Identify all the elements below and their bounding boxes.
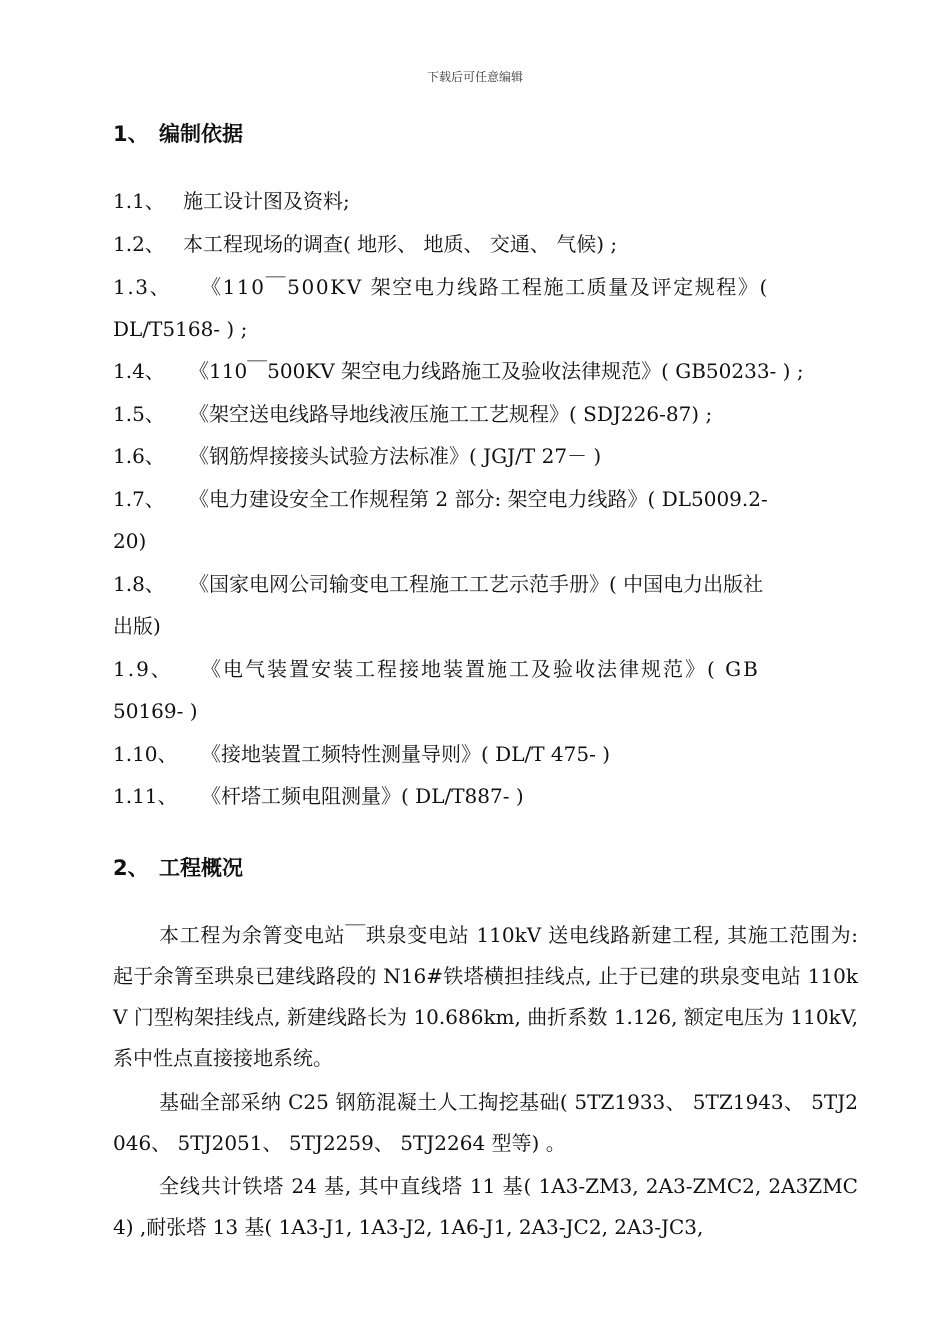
reference-item: 1.7、 《电力建设安全工作规程第 2 部分: 架空电力线路》( DL5009.2- xyxy=(113,487,768,511)
reference-item: 1.8、 《国家电网公司输变电工程施工工艺示范手册》( 中国电力出版社 xyxy=(113,572,764,596)
reference-item: 1.5、 《架空送电线路导地线液压施工工艺规程》( SDJ226-87) ; xyxy=(113,402,713,426)
section-title: 工程概况 xyxy=(159,856,243,880)
header-note: 下载后可任意编辑 xyxy=(426,70,523,84)
reference-item: 1.4、 《110￣500KV 架空电力线路施工及验收法律规范》( GB50233- ) ; xyxy=(113,359,804,383)
section-number: 1、 xyxy=(113,122,149,146)
reference-item: 1.1、 施工设计图及资料; xyxy=(113,189,350,213)
body-paragraph: 本工程为余箐变电站￣珙泉变电站 110kV 送电线路新建工程, 其施工范围为: 起于余箐至珙泉已建线路段的 N16#铁塔横担挂线点, 止于已建的珙泉变电站 110kV 门型构架挂线点, 新建线路长为 10.686km, 曲折系数 1.126, 额定电压为 110kV, 系中性点直接接地系统。 xyxy=(113,923,858,1070)
reference-item: 1.9、 《电气装置安装工程接地装置施工及验收法律规范》( GB xyxy=(113,657,760,681)
body-paragraph: 全线共计铁塔 24 基, 其中直线塔 11 基( 1A3-ZM3, 2A3-ZMC2, 2A3ZMC4) ,耐张塔 13 基( 1A3-J1, 1A3-J2, 1A6-J1, 2A3-JC2, 2A3-JC3, xyxy=(113,1174,858,1239)
reference-item-continuation: 出版) xyxy=(113,614,161,638)
reference-item-continuation: 50169- ) xyxy=(113,699,198,723)
reference-item: 1.10、 《接地装置工频特性测量导则》( DL/T 475- ) xyxy=(113,742,611,766)
section-heading-1 xyxy=(113,118,243,148)
body-paragraph: 基础全部采纳 C25 钢筋混凝土人工掏挖基础( 5TZ1933、 5TZ1943、 5TJ2046、 5TJ2051、 5TJ2259、 5TJ2264 型等) 。 xyxy=(113,1090,858,1155)
reference-item: 1.3、 《110￣500KV 架空电力线路工程施工质量及评定规程》( xyxy=(113,275,769,299)
reference-item-continuation: DL/T5168- ) ; xyxy=(113,317,248,341)
section-title: 编制依据 xyxy=(159,122,243,146)
reference-item: 1.2、 本工程现场的调查( 地形、 地质、 交通、 气候) ; xyxy=(113,232,618,256)
reference-item: 1.6、 《钢筋焊接接头试验方法标准》( JGJ/T 27－ ) xyxy=(113,444,602,468)
section-number: 2、 xyxy=(113,856,149,880)
section-heading-2 xyxy=(113,852,243,882)
reference-item-continuation: 20) xyxy=(113,529,147,553)
reference-item: 1.11、 《杆塔工频电阻测量》( DL/T887- ) xyxy=(113,784,524,808)
